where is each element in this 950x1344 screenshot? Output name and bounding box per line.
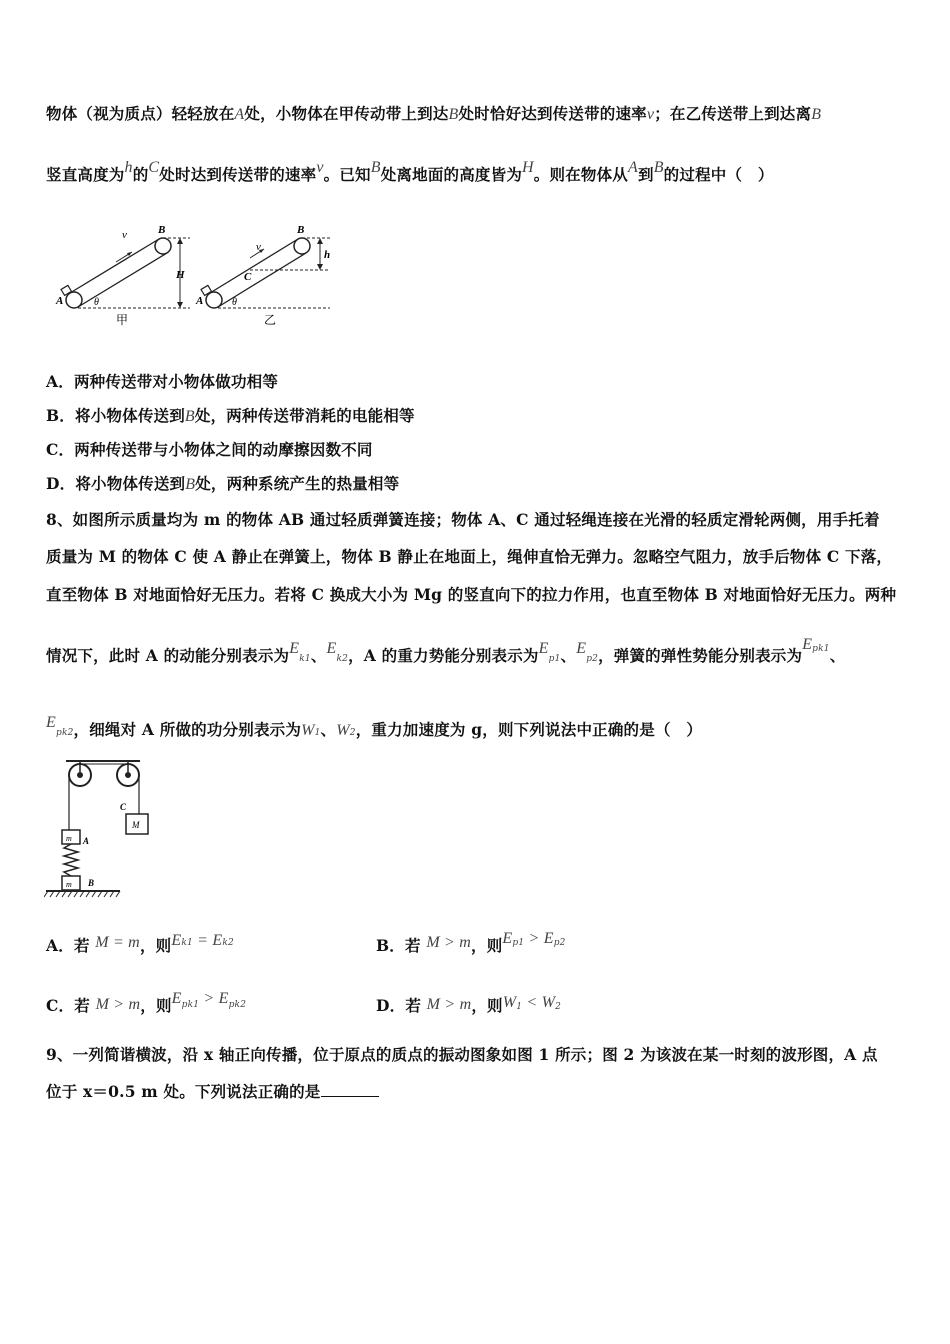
math-A: A	[628, 159, 638, 176]
text: ；在乙传送带上到达离	[654, 104, 812, 123]
subscript: p2	[586, 654, 599, 664]
text: 物体（视为质点）轻轻放在	[46, 104, 235, 123]
math-E: E	[502, 930, 513, 947]
math-B: B	[184, 408, 195, 425]
label-m: m	[66, 834, 72, 843]
text: 处离地面的高度皆为	[380, 165, 523, 184]
text: 处时恰好达到传送带的速率	[458, 104, 647, 123]
math-W: W	[541, 994, 556, 1011]
text: 、	[560, 646, 577, 665]
q8-stem-line-4	[46, 636, 846, 666]
math-E: E	[326, 640, 337, 657]
q8-option-d	[376, 994, 561, 1016]
math-E: E	[543, 930, 554, 947]
q8-pulley-figure	[44, 758, 160, 900]
math-operator: <	[522, 994, 542, 1011]
math-v: v	[316, 159, 324, 176]
math-E: E	[218, 990, 229, 1007]
q8-stem-line-3: 直至物体 B 对地面恰好无压力。若将 C 换成大小为 Mg 的竖直向下的拉力作用，也直至物体 B 对地面恰好无压力。两种	[46, 585, 897, 604]
subscript: k2	[336, 654, 349, 664]
math-condition: M = m	[95, 934, 140, 951]
text: 若	[74, 996, 90, 1015]
label-m: m	[66, 880, 72, 889]
math-operator: >	[524, 930, 544, 947]
math-W: W	[502, 994, 517, 1011]
text: 的过程中（ ）	[663, 165, 774, 184]
text: 情况下，此时 A 的动能分别表示为	[46, 646, 290, 665]
option-text: 两种传送带与小物体之间的动摩擦因数不同	[74, 440, 373, 459]
text: 的	[132, 165, 149, 184]
subscript: p1	[548, 654, 561, 664]
q9-stem-line-2	[46, 1080, 379, 1102]
text: 到	[637, 165, 654, 184]
conveyor-jia	[55, 224, 190, 327]
text: 、	[829, 646, 846, 665]
text: ，则	[139, 936, 172, 955]
q9-stem-line-1: 9、一列简谐横波，沿 x 轴正向传播，位于原点的质点的振动图象如图 1 所示；图 2 为该波在某一时刻的波形图，A 点	[46, 1045, 878, 1064]
math-B: B	[653, 159, 664, 176]
math-E: E	[576, 640, 587, 657]
caption-yi: 乙	[264, 313, 277, 327]
q7-stem-line-1	[46, 102, 821, 124]
label-A: A	[83, 836, 90, 846]
text: ，重力加速度为 g，则下列说法中正确的是（ ）	[355, 720, 703, 739]
math-h: h	[124, 159, 133, 176]
option-letter: C．	[46, 440, 75, 459]
q8-stem-line-1: 8、如图所示质量均为 m 的物体 AB 通过轻质弹簧连接；物体 A、C 通过轻绳连接在光滑的轻质定滑轮两侧，用手托着	[46, 510, 880, 529]
subscript: pk2	[55, 728, 74, 738]
subscript: pk1	[812, 644, 830, 654]
option-text: 将小物体传送到	[75, 474, 186, 493]
text: 处，小物体在甲传动带上到达	[244, 104, 449, 123]
math-B: B	[811, 106, 822, 123]
math-E: E	[171, 990, 182, 1007]
option-text: 两种传送带对小物体做功相等	[73, 372, 279, 391]
q8-stem-line-2: 质量为 M 的物体 C 使 A 静止在弹簧上，物体 B 静止在地面上，绳伸直恰无弹力。忽略空气阻力，放手后物体 C 下落，	[46, 547, 893, 566]
label-M: M	[132, 820, 140, 830]
caption-jia: 甲	[116, 313, 129, 327]
q7-conveyor-figure	[50, 220, 340, 330]
q8-option-b	[376, 930, 566, 956]
text: 。则在物体从	[533, 165, 628, 184]
option-text: 处，两种系统产生的热量相等	[195, 474, 400, 493]
label-A: A	[56, 295, 64, 307]
math-E: E	[289, 640, 300, 657]
subscript: pk2	[228, 1000, 247, 1010]
math-v: v	[646, 106, 655, 123]
math-E: E	[538, 640, 549, 657]
text: 处时达到传送带的速率	[159, 165, 317, 184]
q7-option-a	[46, 370, 278, 392]
answer-blank[interactable]	[321, 1084, 379, 1097]
text: ，细绳对 A 所做的功分别表示为	[73, 720, 302, 739]
q7-option-c	[46, 438, 373, 460]
math-W: W	[336, 722, 350, 739]
text: 若	[405, 996, 422, 1015]
option-letter: D．	[376, 996, 406, 1015]
label-v: v	[256, 241, 261, 253]
text: ，A 的重力势能分别表示为	[348, 646, 539, 665]
math-operator: =	[192, 932, 213, 949]
label-h: h	[324, 249, 331, 261]
subscript: k1	[181, 938, 193, 948]
option-letter: A．	[46, 372, 74, 391]
q7-option-d	[46, 472, 399, 494]
math-E: E	[171, 932, 182, 949]
label-B: B	[297, 224, 305, 236]
option-text: 处，两种传送带消耗的电能相等	[194, 406, 415, 425]
subscript: p1	[512, 938, 525, 948]
math-B: B	[448, 106, 459, 123]
label-v: v	[122, 229, 127, 241]
label-B: B	[158, 224, 166, 236]
option-letter: A．	[46, 936, 74, 955]
text: 若	[405, 936, 421, 955]
label-H: H	[176, 269, 185, 281]
subscript: pk1	[181, 1000, 200, 1010]
math-E: E	[212, 932, 223, 949]
label-B: B	[88, 878, 95, 888]
math-B: B	[370, 159, 381, 176]
math-C: C	[148, 159, 160, 176]
math-condition: M > m	[95, 996, 141, 1013]
subscript: p2	[553, 938, 566, 948]
conveyor-yi	[195, 224, 330, 327]
math-condition: M > m	[426, 934, 472, 951]
subscript: k2	[222, 938, 234, 948]
math-E: E	[46, 714, 56, 731]
label-theta: θ	[94, 297, 99, 308]
option-text: 将小物体传送到	[75, 406, 185, 425]
subscript: k1	[299, 654, 311, 664]
option-letter: C．	[46, 996, 75, 1015]
text: 若	[73, 936, 90, 955]
option-letter: B．	[376, 936, 406, 955]
math-operator: >	[199, 990, 219, 1007]
math-H: H	[522, 159, 534, 176]
math-B: B	[185, 476, 196, 493]
subscript: 1	[516, 1002, 523, 1012]
q8-option-c	[46, 990, 247, 1016]
label-theta: θ	[232, 297, 237, 308]
q7-stem-line-2	[46, 159, 774, 185]
text: ，则	[140, 996, 172, 1015]
label-C: C	[244, 271, 252, 283]
label-A: A	[196, 295, 204, 307]
math-E: E	[802, 636, 813, 653]
math-condition: M > m	[426, 996, 472, 1013]
text: 、	[310, 646, 327, 665]
subscript: 2	[349, 728, 356, 738]
q8-option-a	[46, 934, 234, 956]
text: ，则	[471, 996, 503, 1015]
text: 位于 x＝0.5 m 处。下列说法正确的是	[46, 1082, 321, 1101]
subscript: 1	[314, 728, 321, 738]
text: 。已知	[323, 165, 371, 184]
option-letter: B．	[46, 406, 76, 425]
math-A: A	[234, 106, 245, 123]
option-letter: D．	[46, 474, 76, 493]
math-W: W	[301, 722, 315, 739]
text: 竖直高度为	[46, 165, 125, 184]
q8-stem-line-5	[46, 714, 703, 740]
text: 、	[320, 720, 337, 739]
text: ，则	[471, 936, 503, 955]
label-C: C	[120, 802, 127, 812]
text: ，弹簧的弹性势能分别表示为	[598, 646, 803, 665]
subscript: 2	[555, 1002, 562, 1012]
q7-option-b	[46, 404, 415, 426]
